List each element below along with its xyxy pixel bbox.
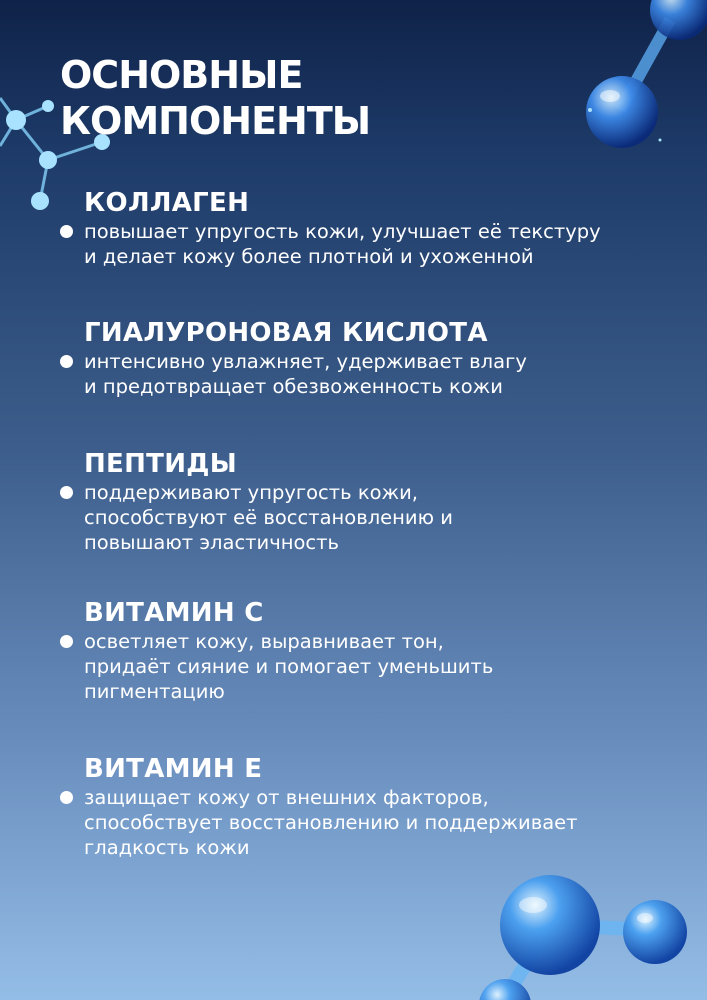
component-collagen	[60, 187, 680, 269]
molecule-bubble-icon	[570, 0, 707, 160]
page-title	[60, 52, 370, 144]
component-vitamin-c	[60, 597, 680, 704]
bullet-icon	[60, 791, 73, 804]
component-description: повышает упругость кожи, улучшает её текстуру и делает кожу более плотной и ухоженной	[84, 220, 601, 268]
component-name: ВИТАМИН Е	[84, 754, 263, 784]
page-title-line1: ОСНОВНЫЕ	[60, 53, 303, 97]
component-name: ГИАЛУРОНОВАЯ КИСЛОТА	[84, 318, 488, 348]
bullet-icon	[60, 355, 73, 368]
component-name: ВИТАМИН С	[84, 598, 264, 628]
component-description: осветляет кожу, выравнивает тон, придаёт сияние и помогает уменьшить пигментацию	[84, 630, 494, 703]
page-title-line2: КОМПОНЕНТЫ	[60, 99, 371, 143]
component-hyaluronic-acid	[60, 317, 680, 399]
molecule-bubble-icon	[465, 860, 707, 1000]
component-peptides	[60, 448, 680, 555]
component-description: защищает кожу от внешних факторов, способствует восстановлению и поддерживает гладкость кожи	[84, 786, 578, 859]
component-name: ПЕПТИДЫ	[84, 449, 237, 479]
component-description: интенсивно увлажняет, удерживает влагу и предотвращает обезвоженность кожи	[84, 350, 527, 398]
component-description: поддерживают упругость кожи, способствуют её восстановлению и повышают эластичность	[84, 481, 453, 554]
component-vitamin-e	[60, 753, 680, 860]
bullet-icon	[60, 486, 73, 499]
component-name: КОЛЛАГЕН	[84, 188, 250, 218]
bullet-icon	[60, 225, 73, 238]
bullet-icon	[60, 635, 73, 648]
